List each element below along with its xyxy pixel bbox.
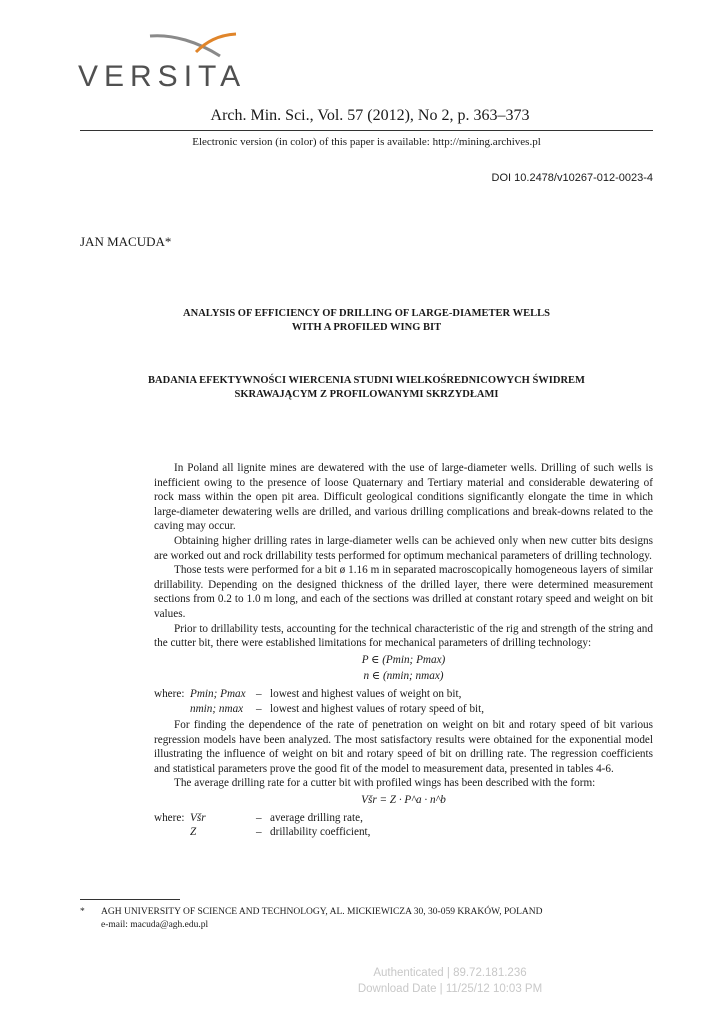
journal-citation: Arch. Min. Sci., Vol. 57 (2012), No 2, p. 363–373 xyxy=(210,107,530,124)
where-list-2 xyxy=(154,811,653,840)
versita-logo xyxy=(78,30,247,95)
where-symbol-p: Pmin; Pmax xyxy=(190,687,246,700)
header-rule xyxy=(80,130,653,131)
where-dash: – xyxy=(256,811,262,824)
logo-swoosh-icon xyxy=(148,30,238,60)
where-symbol-z: Z xyxy=(190,826,197,839)
footnote-rule xyxy=(80,899,180,900)
title-english xyxy=(80,307,653,335)
where-label: where: xyxy=(154,811,185,824)
equation-speed-range: n ∈ (nmin; nmax) xyxy=(363,670,444,683)
abstract-paragraph-3: Those tests were performed for a bit ø 1.16 m in separated macroscopically homogeneous layers of similar drillability. Depending on the designed thickness of the drilled layer, there were determined measurement sections from 0.2 to 1.0 m long, and each of the sections was drilled at constant rotary speed and weight on bit values. xyxy=(154,564,653,620)
where-list-1 xyxy=(154,687,653,716)
abstract-paragraph-5: For finding the dependence of the rate of penetration on weight on bit and rotary speed of bit various regression models have been analyzed. The most satisfactory results were obtained for the exponential model illustrating the influence of weight on bit and rotary speed of bit on drilling rate. The regression coefficients and statistical parameters prove the good fit of the model to measurement data, presented in tables 4-6. xyxy=(154,719,653,775)
where-label: where: xyxy=(154,687,185,700)
electronic-version-note: Electronic version (in color) of this paper is available: http://mining.archives.pl xyxy=(192,136,541,148)
where-desc-vsr: average drilling rate, xyxy=(270,811,363,824)
where-dash: – xyxy=(256,687,262,700)
equation-weight-range: P ∈ (Pmin; Pmax) xyxy=(361,653,446,666)
where-symbol-vsr: Všr xyxy=(190,811,206,824)
where-dash: – xyxy=(256,702,262,715)
abstract-paragraph-6: The average drilling rate for a cutter bit with profiled wings has been described with the form: xyxy=(174,777,596,790)
equation-drilling-rate: Všr = Z · P^a · n^b xyxy=(361,794,446,807)
logo-text: VERSITA xyxy=(78,60,247,93)
where-symbol-n: nmin; nmax xyxy=(190,702,244,715)
where-desc-p: lowest and highest values of weight on bit, xyxy=(270,687,462,700)
footnote-email: e-mail: macuda@agh.edu.pl xyxy=(101,920,209,930)
where-dash: – xyxy=(256,826,262,839)
title-english-line-1: ANALYSIS OF EFFICIENCY OF DRILLING OF LARGE-DIAMETER WELLS xyxy=(183,308,550,319)
title-polish xyxy=(80,374,653,402)
title-polish-line-1: BADANIA EFEKTYWNOŚCI WIERCENIA STUDNI WIELKOŚREDNICOWYCH ŚWIDREM xyxy=(148,375,585,386)
footnote-affiliation: AGH UNIVERSITY OF SCIENCE AND TECHNOLOGY, AL. MICKIEWICZA 30, 30-059 KRAKÓW, POLAND xyxy=(101,907,543,917)
abstract-paragraph-2: Obtaining higher drilling rates in large-diameter wells can be achieved only when new cutter bits designs are worked out and rock drillability tests performed for optimum mechanical parameters of drilling technology. xyxy=(154,534,653,562)
where-desc-n: lowest and highest values of rotary speed of bit, xyxy=(270,702,485,715)
abstract xyxy=(154,461,653,842)
watermark-download-date: Download Date | 11/25/12 10:03 PM xyxy=(357,983,543,995)
abstract-paragraph-4: Prior to drillability tests, accounting for the technical characteristic of the rig and strength of the string and the cutter bit, there were established limitations for mechanical parameters of drilling technology: xyxy=(154,622,653,650)
title-polish-line-2: SKRAWAJĄCYM Z PROFILOWANYMI SKRZYDŁAMI xyxy=(234,389,499,400)
footnote-marker: * xyxy=(80,907,85,917)
footnote xyxy=(80,906,653,932)
where-desc-z: drillability coefficient, xyxy=(270,826,371,839)
abstract-paragraph-1: In Poland all lignite mines are dewatered with the use of large-diameter wells. Drilling of such wells is inefficient owing to the presence of loose Quaternary and Tertiary material and considerable dewatering of rock mass within the open pit area. Difficult geological conditions significantly elongate the time in which large-diameter dewatering wells are drilled, and various drilling complications and break-downs related to the caving may occur. xyxy=(154,462,653,533)
watermark-authenticated: Authenticated | 89.72.181.236 xyxy=(373,967,527,979)
title-english-line-2: WITH A PROFILED WING BIT xyxy=(291,322,442,333)
author-name: JAN MACUDA* xyxy=(80,234,172,249)
doi: DOI 10.2478/v10267-012-0023-4 xyxy=(491,172,653,184)
